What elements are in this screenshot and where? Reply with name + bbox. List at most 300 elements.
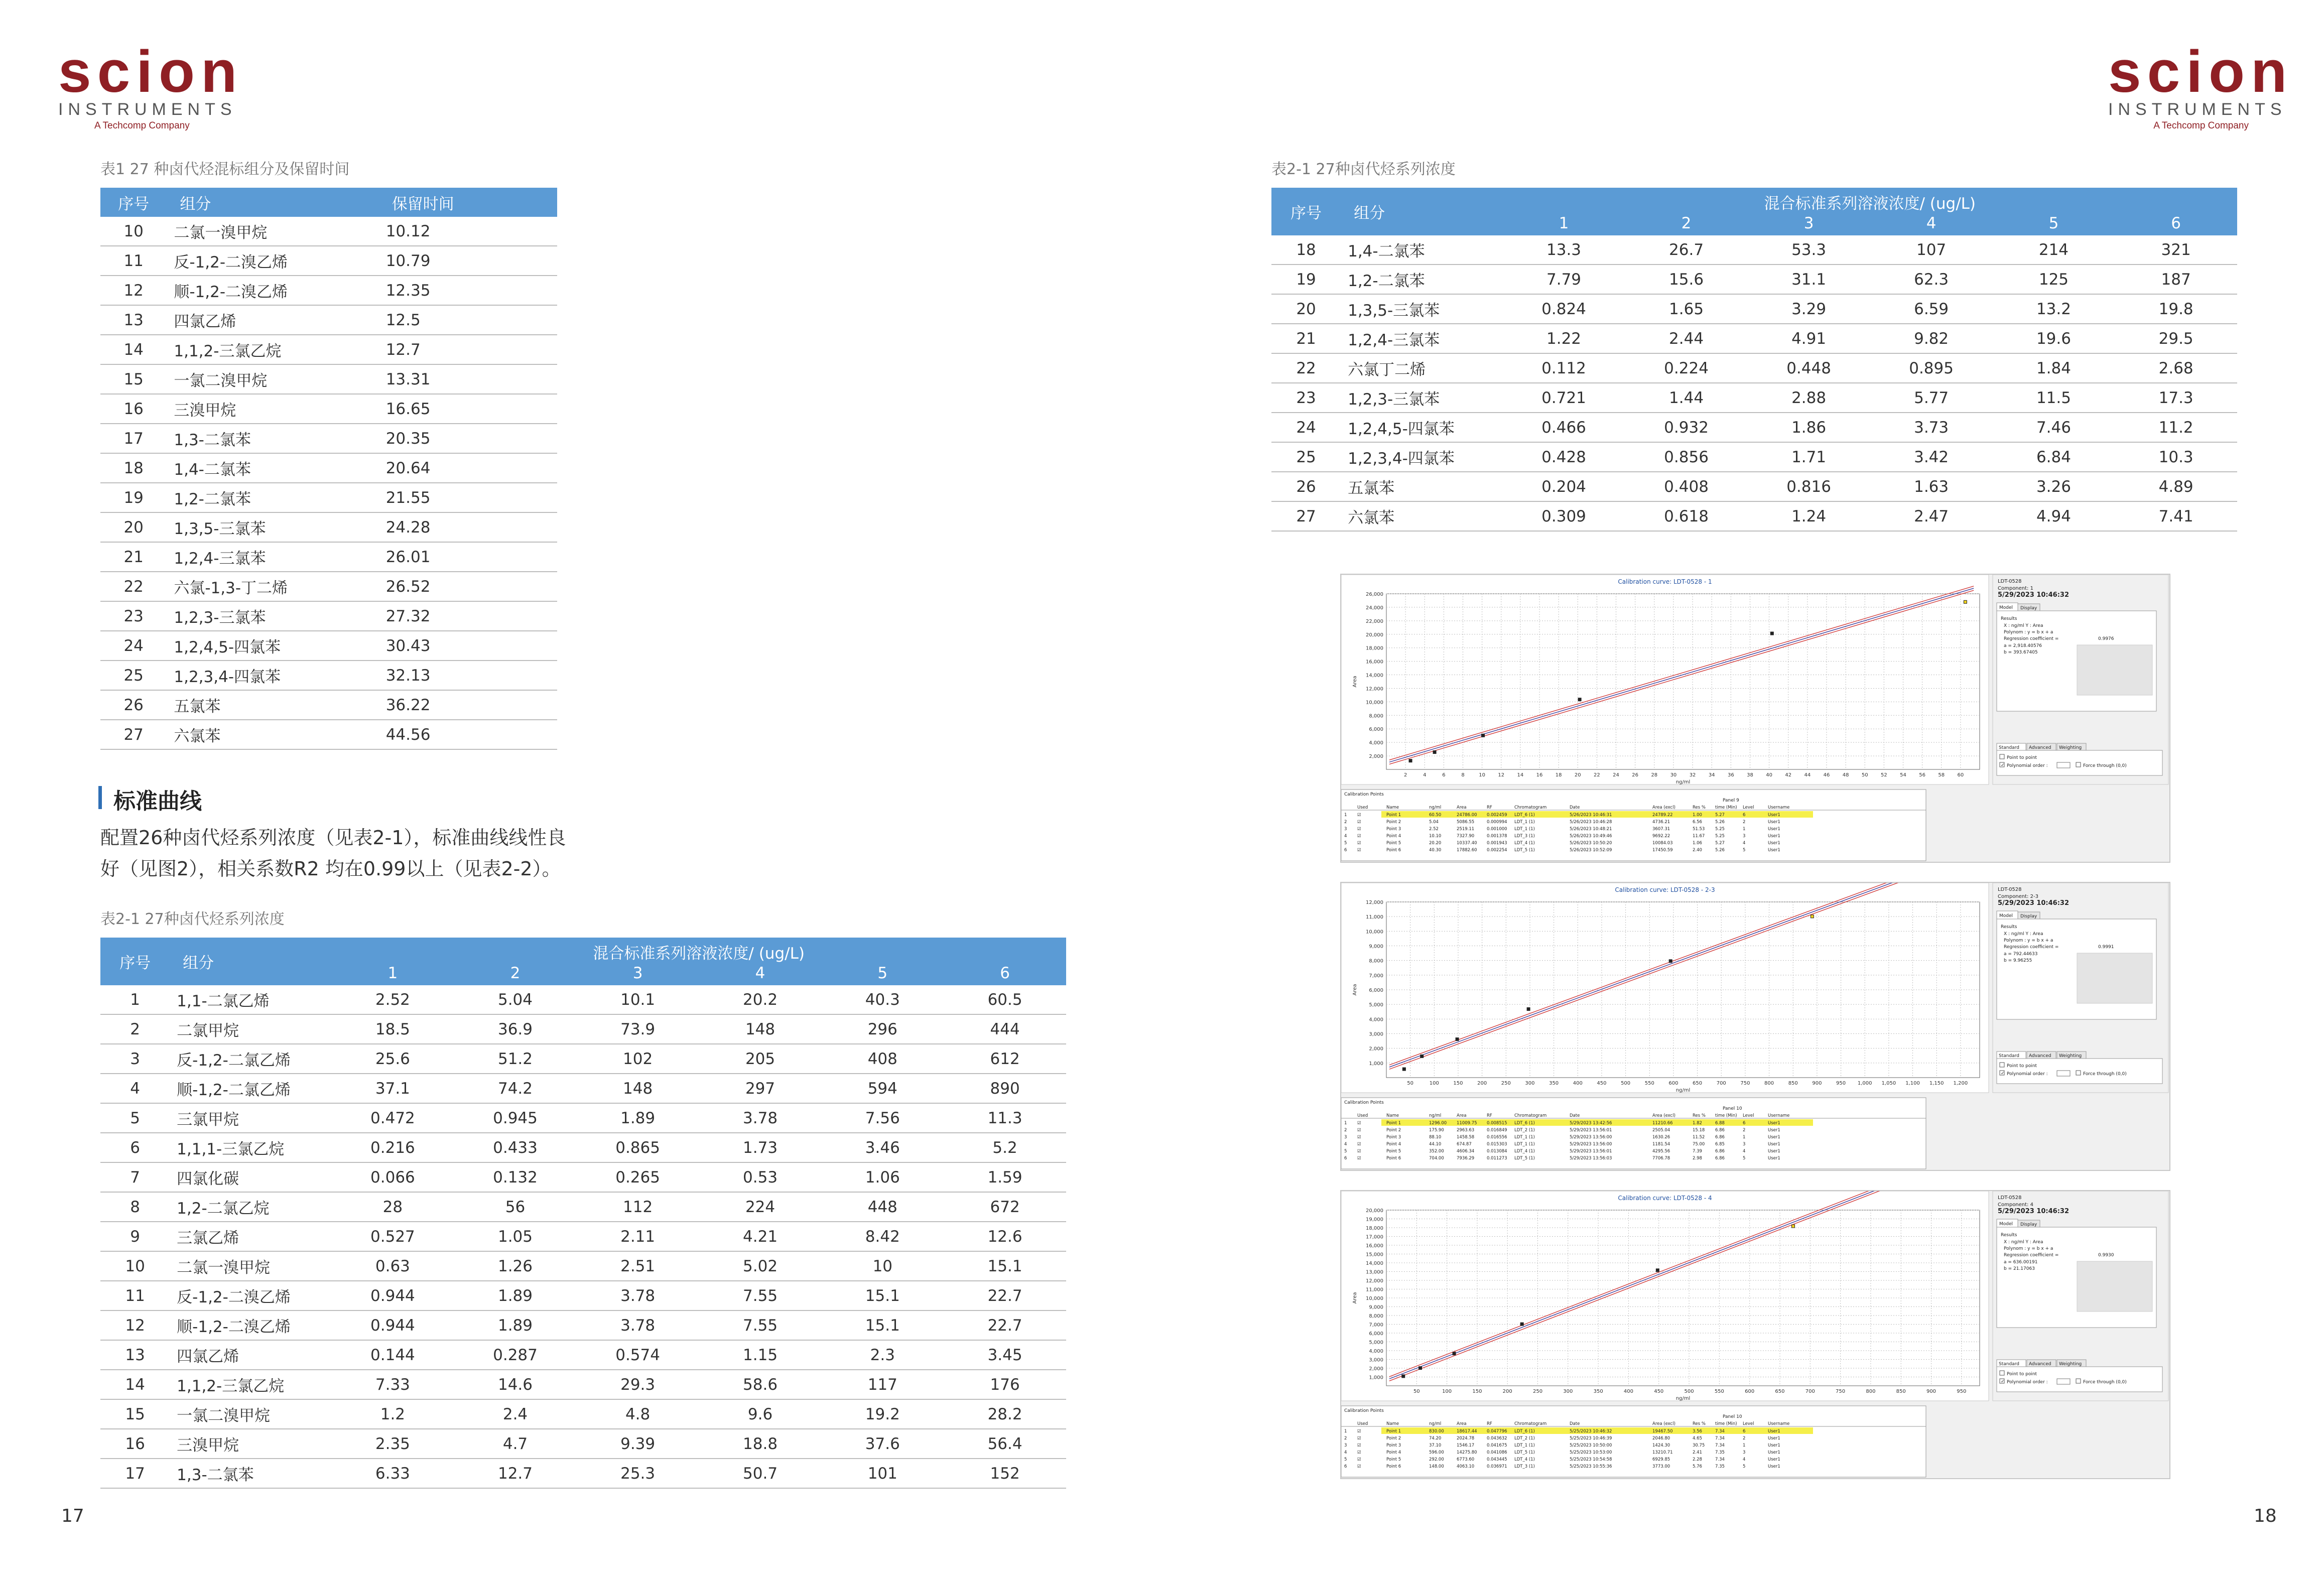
y-tick-label: 9,000	[1369, 1304, 1383, 1310]
row-retention-time: 20.64	[379, 453, 557, 483]
grid-cell: 5.25	[1715, 827, 1725, 832]
row-level-1: 13.3	[1503, 235, 1625, 265]
table-header-row	[100, 938, 1066, 963]
grid-cell: 0.000994	[1487, 820, 1507, 825]
grid-cell: User1	[1768, 841, 1780, 846]
row-level-5: 408	[821, 1044, 944, 1074]
std-tab-label: Advanced	[2029, 1054, 2051, 1059]
data-point[interactable]	[1456, 1038, 1459, 1041]
row-index: 16	[100, 1429, 170, 1459]
grid-cell: 0.047796	[1487, 1429, 1507, 1434]
grid-cell: ☑	[1357, 1429, 1361, 1434]
y-tick-label: 2,000	[1369, 754, 1383, 760]
row-level-2: 56	[454, 1192, 576, 1222]
table-row	[100, 601, 557, 631]
row-index: 8	[100, 1192, 170, 1222]
row-level-3: 148	[577, 1074, 699, 1103]
data-point[interactable]	[1669, 960, 1672, 963]
x-tick-label: 20	[1574, 772, 1581, 778]
col-header-index: 序号	[1271, 188, 1341, 235]
grid-cell: 2	[1344, 1128, 1347, 1133]
data-point[interactable]	[1792, 1225, 1795, 1228]
y-tick-label: 26,000	[1366, 592, 1383, 597]
data-point[interactable]	[1482, 734, 1485, 737]
y-tick-label: 19,000	[1366, 1217, 1383, 1223]
grid-cell: 0.002254	[1487, 848, 1507, 853]
data-point[interactable]	[1656, 1269, 1659, 1272]
calibration-date: 5/29/2023 10:46:32	[1998, 1208, 2070, 1215]
row-level-2: 0.856	[1625, 442, 1748, 472]
component-label: Component: 2-3	[1998, 894, 2038, 899]
grid-cell: 2	[1344, 820, 1347, 825]
row-level-2: 15.6	[1625, 265, 1748, 294]
grid-cell: 4	[1743, 841, 1746, 846]
row-level-3: 0.816	[1748, 472, 1870, 501]
row-level-6: 22.7	[944, 1310, 1066, 1340]
x-tick-label: 46	[1823, 772, 1830, 778]
row-level-1: 1.2	[331, 1399, 454, 1429]
method-id: LDT-0528	[1998, 1195, 2022, 1201]
row-level-1: 0.112	[1503, 353, 1625, 383]
row-component: 二氯甲烷	[170, 1014, 331, 1044]
polynomial-label: Polynomial order :	[2007, 1072, 2048, 1077]
grid-column-header: ng/ml	[1429, 1113, 1442, 1118]
row-level-1: 1.22	[1503, 324, 1625, 353]
grid-cell: 75.00	[1693, 1142, 1705, 1147]
grid-cell: 352.00	[1429, 1149, 1444, 1154]
grid-cell: 1.00	[1693, 813, 1702, 818]
grid-cell: User1	[1768, 820, 1780, 825]
grid-cell: 2	[1743, 1128, 1746, 1133]
grid-cell: 40.30	[1429, 848, 1442, 853]
row-index: 22	[100, 572, 167, 601]
x-tick-label: 900	[1812, 1081, 1822, 1086]
row-level-4: 205	[699, 1044, 822, 1074]
row-component: 六氯丁二烯	[1341, 353, 1502, 383]
row-component: 反-1,2-二溴乙烯	[167, 246, 378, 276]
grid-cell: 0.036971	[1487, 1464, 1507, 1469]
row-component: 1,2,4-三氯苯	[1341, 324, 1502, 353]
row-index: 1	[100, 985, 170, 1014]
x-tick-label: 60	[1957, 772, 1964, 778]
grid-cell: LDT_1 (1)	[1514, 1135, 1535, 1140]
col-header-level-5: 5	[1993, 213, 2115, 235]
x-tick-label: 750	[1836, 1389, 1846, 1394]
grid-cell: 20.20	[1429, 841, 1442, 846]
results-heading: Results	[2001, 1233, 2017, 1238]
calibration-points-title: Calibration Points	[1344, 792, 1384, 797]
y-tick-label: 18,000	[1366, 1226, 1383, 1231]
row-level-6: 29.5	[2115, 324, 2237, 353]
x-tick-label: 16	[1536, 772, 1543, 778]
row-level-6: 5.2	[944, 1133, 1066, 1162]
x-tick-label: 250	[1532, 1389, 1543, 1394]
row-component: 1,1,2-三氯乙烷	[170, 1370, 331, 1399]
row-level-3: 112	[577, 1192, 699, 1222]
row-index: 27	[1271, 501, 1341, 531]
grid-cell: ☑	[1357, 820, 1361, 825]
grid-cell: 6.85	[1715, 1142, 1725, 1147]
y-tick-label: 12,000	[1366, 900, 1383, 905]
grid-cell: 0.041675	[1487, 1443, 1507, 1448]
row-retention-time: 24.28	[379, 512, 557, 542]
x-tick-label: 28	[1651, 772, 1658, 778]
row-level-3: 9.39	[577, 1429, 699, 1459]
point-to-point-label: Point to point	[2007, 1372, 2037, 1377]
grid-cell: User1	[1768, 848, 1780, 853]
std-tab-label: Advanced	[2029, 745, 2051, 750]
polynomial-label: Polynomial order :	[2007, 763, 2048, 768]
grid-column-header: Level	[1743, 1421, 1754, 1426]
point-to-point-checkbox[interactable]	[2000, 1063, 2004, 1067]
x-tick-label: 38	[1747, 772, 1753, 778]
data-point[interactable]	[1811, 915, 1814, 918]
x-tick-label: 1,050	[1881, 1081, 1896, 1086]
row-level-1: 7.33	[331, 1370, 454, 1399]
tab-display-label: Display	[2020, 914, 2037, 919]
row-component: 六氯苯	[167, 720, 378, 749]
results-regression-label: Regression coefficient =	[2004, 945, 2059, 950]
grid-cell: 5	[1743, 1156, 1746, 1161]
check-mark: ✓	[2001, 1071, 2005, 1076]
data-point[interactable]	[1421, 1055, 1424, 1058]
retention-time-table	[100, 188, 557, 750]
y-tick-label: 8,000	[1369, 958, 1383, 964]
data-point[interactable]	[1520, 1323, 1523, 1326]
table-row	[1271, 383, 2237, 413]
grid-cell: User1	[1768, 1142, 1780, 1147]
std-tab-label: Weighting	[2059, 1054, 2082, 1059]
polynomial-label: Polynomial order :	[2007, 1380, 2048, 1385]
grid-cell: 1	[1344, 813, 1347, 818]
grid-cell: User1	[1768, 1450, 1780, 1455]
y-tick-label: 20,000	[1366, 632, 1383, 638]
y-tick-label: 1,000	[1369, 1375, 1383, 1381]
grid-cell: 3	[1344, 1135, 1347, 1140]
grid-cell: 1424.30	[1652, 1443, 1670, 1448]
row-index: 10	[100, 1251, 170, 1281]
table-row	[100, 364, 557, 394]
row-level-4: 0.895	[1870, 353, 1993, 383]
grid-column-header: Level	[1743, 1113, 1754, 1118]
row-level-5: 6.84	[1993, 442, 2115, 472]
row-level-5: 214	[1993, 235, 2115, 265]
row-level-3: 0.574	[577, 1340, 699, 1370]
page-number-left: 17	[61, 1506, 84, 1526]
std-tab-label: Standard	[1999, 745, 2019, 750]
grid-cell: 5/25/2023 10:50:00	[1570, 1443, 1612, 1448]
data-point[interactable]	[1419, 1367, 1422, 1370]
row-component: 1,2,4,5-四氯苯	[167, 631, 378, 661]
data-point[interactable]	[1964, 600, 1967, 603]
polynomial-order-stepper[interactable]	[2057, 1379, 2070, 1384]
row-level-3: 1.71	[1748, 442, 1870, 472]
y-tick-label: 14,000	[1366, 1261, 1383, 1266]
grid-cell: ☑	[1357, 813, 1361, 818]
results-heading: Results	[2001, 616, 2017, 621]
row-index: 13	[100, 1340, 170, 1370]
row-level-3: 4.8	[577, 1399, 699, 1429]
force-origin-label: Force through (0,0)	[2083, 763, 2127, 768]
col-header-level-2: 2	[454, 963, 576, 985]
x-tick-label: 250	[1501, 1081, 1511, 1086]
table-row	[100, 720, 557, 749]
x-tick-label: 44	[1804, 772, 1811, 778]
grid-cell: 7327.90	[1457, 834, 1475, 839]
data-point[interactable]	[1453, 1352, 1456, 1355]
grid-column-header: Used	[1357, 1113, 1368, 1118]
x-tick-label: 8	[1461, 772, 1465, 778]
row-index: 3	[100, 1044, 170, 1074]
row-level-1: 0.63	[331, 1251, 454, 1281]
grid-cell: 4	[1344, 1142, 1347, 1147]
grid-cell: 6	[1344, 848, 1347, 853]
grid-cell: User1	[1768, 1156, 1780, 1161]
table-row	[1271, 265, 2237, 294]
grid-cell: 4295.56	[1652, 1149, 1670, 1154]
row-level-5: 7.56	[821, 1103, 944, 1133]
coefficient-matrix-box	[2077, 1261, 2152, 1311]
table-row	[100, 335, 557, 364]
component-label: Component: 1	[1998, 586, 2033, 591]
grid-cell: 5	[1344, 1149, 1347, 1154]
row-level-4: 50.7	[699, 1459, 822, 1488]
y-axis-label: Area	[1352, 984, 1358, 996]
x-tick-label: 400	[1573, 1081, 1583, 1086]
row-index: 11	[100, 1281, 170, 1310]
grid-cell: 6.86	[1715, 1135, 1725, 1140]
table-row	[1271, 324, 2237, 353]
grid-column-header: ng/ml	[1429, 1421, 1442, 1426]
row-level-1: 0.066	[331, 1162, 454, 1192]
concentration-table-left	[100, 938, 1066, 1489]
table-row	[100, 1399, 1066, 1429]
grid-cell: 5.27	[1715, 841, 1725, 846]
table-row	[100, 1192, 1066, 1222]
row-level-6: 2.68	[2115, 353, 2237, 383]
table-row	[100, 1459, 1066, 1488]
y-tick-label: 13,000	[1366, 1269, 1383, 1275]
row-index: 25	[1271, 442, 1341, 472]
data-point[interactable]	[1578, 698, 1581, 701]
point-to-point-checkbox[interactable]	[2000, 754, 2004, 759]
x-tick-label: 150	[1472, 1389, 1482, 1394]
grid-cell: 6.56	[1693, 820, 1702, 825]
force-origin-checkbox[interactable]	[2076, 1071, 2081, 1075]
grid-cell: 5/26/2023 10:50:20	[1570, 841, 1612, 846]
grid-column-header: Area	[1457, 1421, 1467, 1426]
y-tick-label: 16,000	[1366, 1243, 1383, 1249]
force-origin-checkbox[interactable]	[2076, 1379, 2081, 1383]
row-index: 15	[100, 364, 167, 394]
grid-cell: 0.043632	[1487, 1436, 1507, 1441]
x-tick-label: 550	[1644, 1081, 1654, 1086]
method-id: LDT-0528	[1998, 887, 2022, 892]
polynomial-order-stepper[interactable]	[2057, 762, 2070, 768]
grid-cell: 5/26/2023 10:49:46	[1570, 834, 1612, 839]
grid-cell: 7936.29	[1457, 1156, 1475, 1161]
grid-cell: Point 6	[1386, 1156, 1401, 1161]
row-component: 顺-1,2-二氯乙烯	[170, 1074, 331, 1103]
plot-area	[1386, 594, 1980, 769]
row-component: 四氯化碳	[170, 1162, 331, 1192]
grid-cell: Point 5	[1386, 1149, 1401, 1154]
row-level-5: 7.46	[1993, 413, 2115, 442]
row-component: 1,2-二氯苯	[1341, 265, 1502, 294]
grid-cell: ☑	[1357, 1457, 1361, 1462]
std-tab-label: Advanced	[2029, 1362, 2051, 1367]
y-tick-label: 3,000	[1369, 1031, 1383, 1037]
grid-cell: 6.86	[1715, 1149, 1725, 1154]
row-level-5: 4.94	[1993, 501, 2115, 531]
y-tick-label: 7,000	[1369, 1322, 1383, 1328]
grid-cell: 175.90	[1429, 1128, 1444, 1133]
data-point[interactable]	[1433, 751, 1436, 754]
row-component: 三溴甲烷	[167, 394, 378, 424]
tab-display-label: Display	[2020, 606, 2037, 611]
coefficient-matrix-box	[2077, 953, 2152, 1003]
grid-cell: 37.10	[1429, 1443, 1442, 1448]
data-point[interactable]	[1402, 1375, 1405, 1378]
grid-cell: 5/29/2023 13:56:01	[1570, 1128, 1612, 1133]
row-level-2: 51.2	[454, 1044, 576, 1074]
grid-cell: Point 6	[1386, 848, 1401, 853]
col-header-retention: 保留时间	[379, 188, 557, 217]
x-tick-label: 36	[1727, 772, 1734, 778]
row-level-2: 36.9	[454, 1014, 576, 1044]
row-level-6: 7.41	[2115, 501, 2237, 531]
row-level-5: 11.5	[1993, 383, 2115, 413]
row-level-6: 176	[944, 1370, 1066, 1399]
row-level-1: 6.33	[331, 1459, 454, 1488]
grid-column-header: Res %	[1693, 805, 1706, 810]
row-level-2: 1.26	[454, 1251, 576, 1281]
row-level-3: 0.865	[577, 1133, 699, 1162]
row-retention-time: 36.22	[379, 690, 557, 720]
x-tick-label: 6	[1442, 772, 1446, 778]
col-header-level-1: 1	[331, 963, 454, 985]
grid-cell: 5/29/2023 13:56:01	[1570, 1149, 1612, 1154]
grid-cell: 830.00	[1429, 1429, 1444, 1434]
row-level-1: 0.204	[1503, 472, 1625, 501]
row-retention-time: 10.12	[379, 217, 557, 246]
row-component: 1,2-二氯苯	[167, 483, 378, 512]
data-point[interactable]	[1527, 1008, 1530, 1011]
row-level-4: 20.2	[699, 985, 822, 1014]
row-retention-time: 12.7	[379, 335, 557, 364]
grid-cell: 15.18	[1693, 1128, 1705, 1133]
grid-column-header: time (Min)	[1715, 1113, 1737, 1118]
grid-cell: 1458.58	[1457, 1135, 1475, 1140]
grid-cell: LDT_5 (1)	[1514, 1450, 1535, 1455]
y-tick-label: 11,000	[1366, 1287, 1383, 1293]
x-tick-label: 34	[1708, 772, 1715, 778]
grid-cell: 5.27	[1715, 813, 1725, 818]
x-tick-label: 650	[1693, 1081, 1703, 1086]
row-level-6: 890	[944, 1074, 1066, 1103]
section-marker	[98, 786, 102, 809]
row-level-2: 1.89	[454, 1281, 576, 1310]
grid-cell: 6.86	[1715, 1128, 1725, 1133]
y-tick-label: 3,000	[1369, 1357, 1383, 1363]
grid-cell: 11210.66	[1652, 1121, 1673, 1126]
results-polynom: Polynom : y = b x + a	[2004, 1246, 2053, 1251]
row-level-2: 2.44	[1625, 324, 1748, 353]
point-to-point-checkbox[interactable]	[2000, 1371, 2004, 1375]
row-component: 二氯一溴甲烷	[170, 1251, 331, 1281]
grid-cell: User1	[1768, 1464, 1780, 1469]
grid-column-header: Area (excl)	[1652, 1421, 1675, 1426]
y-tick-label: 12,000	[1366, 686, 1383, 692]
grid-cell: Point 3	[1386, 1443, 1401, 1448]
results-regression-label: Regression coefficient =	[2004, 1253, 2059, 1258]
table-row	[1271, 235, 2237, 265]
x-tick-label: 350	[1593, 1389, 1603, 1394]
grid-cell: LDT_1 (1)	[1514, 1142, 1535, 1147]
row-component: 反-1,2-二氯乙烯	[170, 1044, 331, 1074]
grid-column-header: Name	[1386, 1421, 1399, 1426]
x-tick-label: 700	[1716, 1081, 1726, 1086]
x-tick-label: 800	[1764, 1081, 1774, 1086]
table-row	[1271, 472, 2237, 501]
row-component: 六氯-1,3-丁二烯	[167, 572, 378, 601]
row-index: 14	[100, 1370, 170, 1399]
grid-cell: 2.52	[1429, 827, 1439, 832]
grid-cell: 4	[1743, 1149, 1746, 1154]
y-tick-label: 4,000	[1369, 1349, 1383, 1354]
grid-cell: LDT_1 (1)	[1514, 820, 1535, 825]
grid-cell: 2	[1344, 1436, 1347, 1441]
row-component: 四氯乙烯	[170, 1340, 331, 1370]
grid-column-header: Area	[1457, 805, 1467, 810]
row-level-2: 12.7	[454, 1459, 576, 1488]
row-level-6: 12.6	[944, 1222, 1066, 1251]
calibration-screenshot-1	[1340, 574, 2170, 863]
table-row	[100, 1222, 1066, 1251]
y-tick-label: 8,000	[1369, 1313, 1383, 1319]
row-level-1: 0.472	[331, 1103, 454, 1133]
y-tick-label: 10,000	[1366, 929, 1383, 935]
grid-cell: 5/25/2023 10:46:39	[1570, 1436, 1612, 1441]
calibration-screenshot-3	[1340, 1190, 2170, 1479]
grid-cell: 0.011273	[1487, 1156, 1507, 1161]
y-tick-label: 14,000	[1366, 673, 1383, 679]
row-level-1: 0.944	[331, 1310, 454, 1340]
y-tick-label: 4,000	[1369, 740, 1383, 746]
row-index: 7	[100, 1162, 170, 1192]
y-tick-label: 7,000	[1369, 973, 1383, 979]
grid-cell: Point 1	[1386, 813, 1401, 818]
force-origin-checkbox[interactable]	[2076, 762, 2081, 767]
data-point[interactable]	[1770, 632, 1773, 635]
data-point[interactable]	[1409, 759, 1412, 762]
table-row	[100, 246, 557, 276]
grid-cell: ☑	[1357, 841, 1361, 846]
grid-cell: 7.34	[1715, 1436, 1725, 1441]
grid-cell: 704.00	[1429, 1156, 1444, 1161]
data-point[interactable]	[1402, 1068, 1405, 1071]
grid-cell: LDT_3 (1)	[1514, 1464, 1535, 1469]
point-to-point-label: Point to point	[2007, 1064, 2037, 1069]
row-level-5: 125	[1993, 265, 2115, 294]
table-row	[100, 1162, 1066, 1192]
row-level-2: 1.05	[454, 1222, 576, 1251]
x-tick-label: 600	[1668, 1081, 1679, 1086]
grid-cell: LDT_6 (1)	[1514, 813, 1535, 818]
polynomial-order-stepper[interactable]	[2057, 1071, 2070, 1076]
grid-cell: 1546.17	[1457, 1443, 1475, 1448]
grid-cell: LDT_2 (1)	[1514, 1128, 1535, 1133]
